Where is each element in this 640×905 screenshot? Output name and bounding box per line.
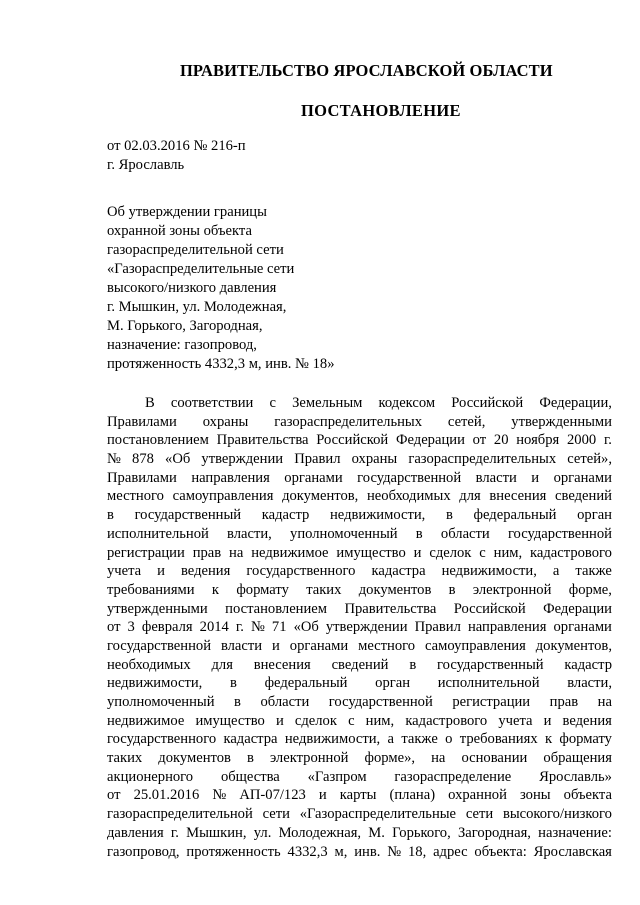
body-word: февраля (141, 619, 193, 636)
body-line (107, 431, 612, 450)
body-line (107, 562, 612, 581)
body-word: кадастра (223, 731, 278, 748)
subject-line: назначение: газопровод, (107, 337, 257, 353)
body-line (107, 600, 612, 619)
body-word: газораспределительных (274, 413, 423, 430)
body-word: уполномоченный (107, 694, 215, 710)
body-word: органами (553, 619, 612, 636)
body-word: недвижимости, (284, 731, 381, 748)
body-word: исполнительной (437, 675, 540, 692)
body-line (107, 469, 612, 488)
body-word: государственной (328, 694, 433, 710)
body-word: имущество (195, 712, 265, 729)
body-word: Ярославская (533, 843, 612, 860)
body-word: таких (306, 581, 342, 598)
subject-line: высокого/низкого давления (107, 280, 277, 296)
body-word: № (107, 451, 121, 468)
body-word: 3 (127, 619, 135, 636)
body-word: Загородная, (457, 824, 531, 841)
body-word: акционерного (107, 768, 194, 785)
body-word: Российской (316, 432, 389, 449)
body-word: «Газпром (307, 768, 367, 785)
body-word: государственный (134, 507, 242, 524)
subject-line: Об утверждении границы (107, 204, 267, 220)
subject-line: «Газораспределительные сети (107, 261, 295, 277)
body-word: сделок (429, 544, 472, 561)
body-word: также (401, 731, 438, 748)
body-word: Российской (451, 395, 524, 411)
body-word: учета (107, 563, 142, 580)
body-word: с (348, 712, 355, 729)
body-word: (плана) (389, 787, 436, 804)
body-word: органами (289, 637, 349, 654)
body-word: органами (553, 469, 612, 486)
body-word: государственной (357, 469, 462, 486)
body-word: документов, (282, 488, 359, 505)
body-word: газопровод, (107, 843, 180, 860)
body-word: Мышкин, (186, 824, 247, 841)
body-word: «Газораспределительные (299, 806, 457, 823)
body-word: государственный (437, 656, 544, 673)
body-word: исполнительной (107, 525, 209, 542)
body-word: охраны (202, 413, 249, 430)
body-word: назначение: (538, 824, 612, 841)
body-word: документов, (535, 637, 612, 654)
body-word: 71 (271, 619, 287, 636)
organization-title: ПРАВИТЕЛЬСТВО ЯРОСЛАВСКОЙ ОБЛАСТИ (180, 61, 553, 80)
body-word: о (445, 731, 453, 748)
body-word: утверждении (201, 451, 284, 468)
body-word: общества (220, 768, 280, 785)
body-word: соответствии (170, 395, 254, 411)
body-word: адрес (433, 843, 468, 860)
body-word: на (229, 544, 244, 561)
body-word: сетей, (447, 413, 486, 430)
body-line (107, 712, 612, 731)
body-word: на (431, 750, 446, 767)
body-word: кадастрового (405, 712, 488, 729)
body-word: № (387, 843, 402, 860)
body-word: органами (284, 469, 343, 486)
body-word: карты (339, 787, 377, 804)
body-text (107, 394, 612, 861)
body-line (107, 674, 612, 693)
body-line (107, 805, 612, 824)
subject-block (107, 203, 335, 374)
body-word: «Об (293, 619, 319, 636)
body-line (107, 525, 612, 544)
body-word: № (212, 787, 227, 804)
body-line (107, 693, 612, 712)
body-word: таких (107, 750, 143, 767)
body-word: ведения (562, 712, 612, 729)
body-word: государственного (246, 563, 356, 580)
body-line (107, 730, 612, 749)
body-word: В (145, 395, 155, 411)
body-word: г. (235, 619, 244, 636)
body-word: ул. (253, 824, 272, 841)
body-word: в (415, 525, 423, 542)
body-word: и (157, 563, 165, 580)
body-word: Земельным (292, 395, 363, 411)
body-word: газораспределение (394, 768, 512, 785)
body-word: недвижимости, (107, 675, 203, 692)
body-word: утверждении (325, 619, 408, 636)
subject-line: охранной зоны объекта (107, 223, 252, 239)
body-word: Правилами (107, 413, 177, 430)
body-word: на (597, 694, 612, 710)
body-line (107, 487, 612, 506)
body-word: внесения (489, 488, 547, 505)
body-word: обращения (543, 750, 612, 767)
body-word: «Об (165, 451, 191, 468)
body-word: недвижимости, (441, 563, 537, 580)
body-word: 20 (493, 432, 509, 449)
body-word: орган (577, 507, 612, 524)
body-word: Правилами (107, 469, 177, 486)
body-word: федеральный (264, 675, 348, 692)
body-word: от (107, 619, 121, 636)
body-word: самоуправления (425, 637, 526, 654)
body-word: сведений (331, 656, 389, 673)
body-word: ведения (181, 563, 231, 580)
body-word: кадастр (261, 507, 310, 524)
subject-line: протяженность 4332,3 м, инв. № 18» (107, 356, 335, 372)
body-word: м, (334, 843, 348, 860)
body-word: Ярославль» (539, 768, 612, 785)
body-word: государственного (107, 731, 217, 748)
body-word: направления (191, 469, 270, 486)
body-word: от (472, 432, 487, 449)
body-word: требованиями (107, 581, 195, 598)
body-word: власти, (567, 675, 612, 692)
body-word: власти (220, 637, 263, 654)
body-word: для (459, 488, 481, 505)
body-word: документов (158, 750, 231, 767)
body-word: кодексом (378, 395, 436, 411)
body-word: самоуправления (172, 488, 274, 505)
body-line (107, 413, 612, 432)
body-word: электронной (269, 750, 349, 767)
body-line (107, 656, 612, 675)
body-word: 878 (132, 451, 154, 468)
body-word: в (107, 507, 114, 524)
body-word: направления (467, 619, 547, 636)
body-word: г. (603, 432, 612, 449)
body-word: в (246, 750, 254, 767)
body-line (107, 637, 612, 656)
body-word: основании (461, 750, 528, 767)
body-word: и (275, 712, 284, 729)
body-word: утвержденными (511, 413, 612, 430)
body-word: уполномоченный (290, 525, 398, 542)
body-word: давления (107, 824, 164, 841)
body-word: местного (358, 637, 416, 654)
body-word: в (234, 694, 241, 710)
body-word: и (318, 787, 327, 804)
body-word: объекта (563, 787, 612, 804)
body-line (107, 618, 612, 637)
body-word: в (409, 656, 417, 673)
body-word: сети (262, 806, 290, 823)
body-word: для (211, 656, 233, 673)
body-word: форме, (568, 581, 612, 598)
body-word: власти, (227, 525, 272, 542)
body-word: кадастрового (530, 544, 612, 561)
body-word: государственной (507, 525, 612, 542)
body-word: сведений (555, 488, 612, 505)
document-type-heading: ПОСТАНОВЛЕНИЕ (301, 101, 461, 120)
body-word: недвижимое (107, 712, 185, 729)
subject-line: газораспределительной сети (107, 242, 284, 258)
body-word: в (448, 581, 456, 598)
body-word: Федерации, (539, 395, 612, 411)
body-word: кадастр (564, 656, 612, 673)
body-word: требованиях (459, 731, 538, 748)
body-word: с (269, 395, 276, 411)
body-word: охраны (351, 451, 398, 468)
body-word: газораспределительной (107, 806, 253, 823)
body-word: ним, (365, 712, 395, 729)
body-word: Российской (453, 600, 526, 617)
body-line (107, 394, 612, 413)
body-word: зоны (519, 787, 551, 804)
body-word: прав (549, 694, 579, 710)
body-word: а (387, 731, 394, 748)
body-word: орган (375, 675, 411, 692)
body-word: 18, (407, 843, 427, 860)
body-word: Молодежная, (278, 824, 362, 841)
body-line (107, 843, 612, 862)
body-word: Федерации (395, 432, 465, 449)
body-word: форме», (364, 750, 416, 767)
body-word: в (445, 507, 453, 524)
body-line (107, 506, 612, 525)
body-word: федеральный (473, 507, 557, 524)
body-word: 4332,3 (287, 843, 328, 860)
body-word: 2000 (567, 432, 597, 449)
body-word: инв. (354, 843, 381, 860)
body-word: протяженность (186, 843, 281, 860)
date-number-line: от 02.03.2016 № 216-п (107, 138, 246, 154)
body-word: М. (368, 824, 385, 841)
body-word: ноября (516, 432, 560, 449)
body-word: к (544, 731, 553, 748)
body-word: имущество (336, 544, 406, 561)
body-word: охранной (448, 787, 507, 804)
body-word: необходимых (107, 656, 191, 673)
body-word: АП-07/123 (239, 787, 306, 804)
body-word: учета (498, 712, 533, 729)
body-word: государственной (107, 637, 212, 654)
body-word: и (543, 712, 552, 729)
body-word: регистрации (452, 694, 531, 710)
body-word: газораспределительных (408, 451, 557, 468)
body-word: сетей», (567, 451, 612, 468)
body-word: Федерации (543, 600, 612, 617)
body-line (107, 450, 612, 469)
body-word: документов (358, 581, 432, 598)
body-word: Правил (294, 451, 341, 468)
body-word: формату (559, 731, 612, 748)
subject-line: г. Мышкин, ул. Молодежная, (107, 299, 287, 315)
body-word: регистрации (107, 544, 185, 561)
body-line (107, 768, 612, 787)
body-word: местного (107, 488, 164, 505)
body-word: электронной (472, 581, 552, 598)
body-word: и (413, 544, 422, 561)
body-word: № (250, 619, 265, 636)
body-line (107, 544, 612, 563)
body-word: области (260, 694, 310, 710)
body-word: Правил (414, 619, 461, 636)
body-word: 2014 (199, 619, 229, 636)
body-word: власти (475, 469, 517, 486)
body-line (107, 581, 612, 600)
body-word: к (211, 581, 220, 598)
body-line (107, 749, 612, 768)
body-word: недвижимое (251, 544, 329, 561)
body-word: и (531, 469, 540, 486)
body-word: г. (170, 824, 179, 841)
body-word: утвержденными (107, 600, 208, 617)
body-word: сети (465, 806, 494, 823)
city-line: г. Ярославль (107, 157, 185, 173)
body-word: формату (236, 581, 289, 598)
body-word: Правительства (344, 600, 437, 617)
body-word: прав (192, 544, 222, 561)
body-word: недвижимости, (330, 507, 426, 524)
body-line (107, 824, 612, 843)
body-word: с (479, 544, 486, 561)
body-word: объекта: (474, 843, 527, 860)
body-word: сделок (294, 712, 337, 729)
body-word: постановлением (107, 432, 209, 449)
body-word: области (440, 525, 490, 542)
body-word: внесения (253, 656, 311, 673)
body-word: постановлением (225, 600, 328, 617)
body-word: 25.01.2016 (133, 787, 200, 804)
body-word: высокого/низкого (502, 806, 612, 823)
body-word: кадастра (371, 563, 426, 580)
body-word: от (107, 787, 121, 804)
body-word: необходимых (366, 488, 451, 505)
body-line (107, 786, 612, 805)
body-word: ним, (493, 544, 523, 561)
body-word: также (575, 563, 612, 580)
body-word: Правительства (216, 432, 309, 449)
body-word: а (552, 563, 560, 580)
body-word: Горького, (392, 824, 451, 841)
subject-line: М. Горького, Загородная, (107, 318, 263, 334)
body-word: в (230, 675, 237, 692)
body-word: и (272, 637, 280, 654)
document-meta (107, 137, 246, 175)
